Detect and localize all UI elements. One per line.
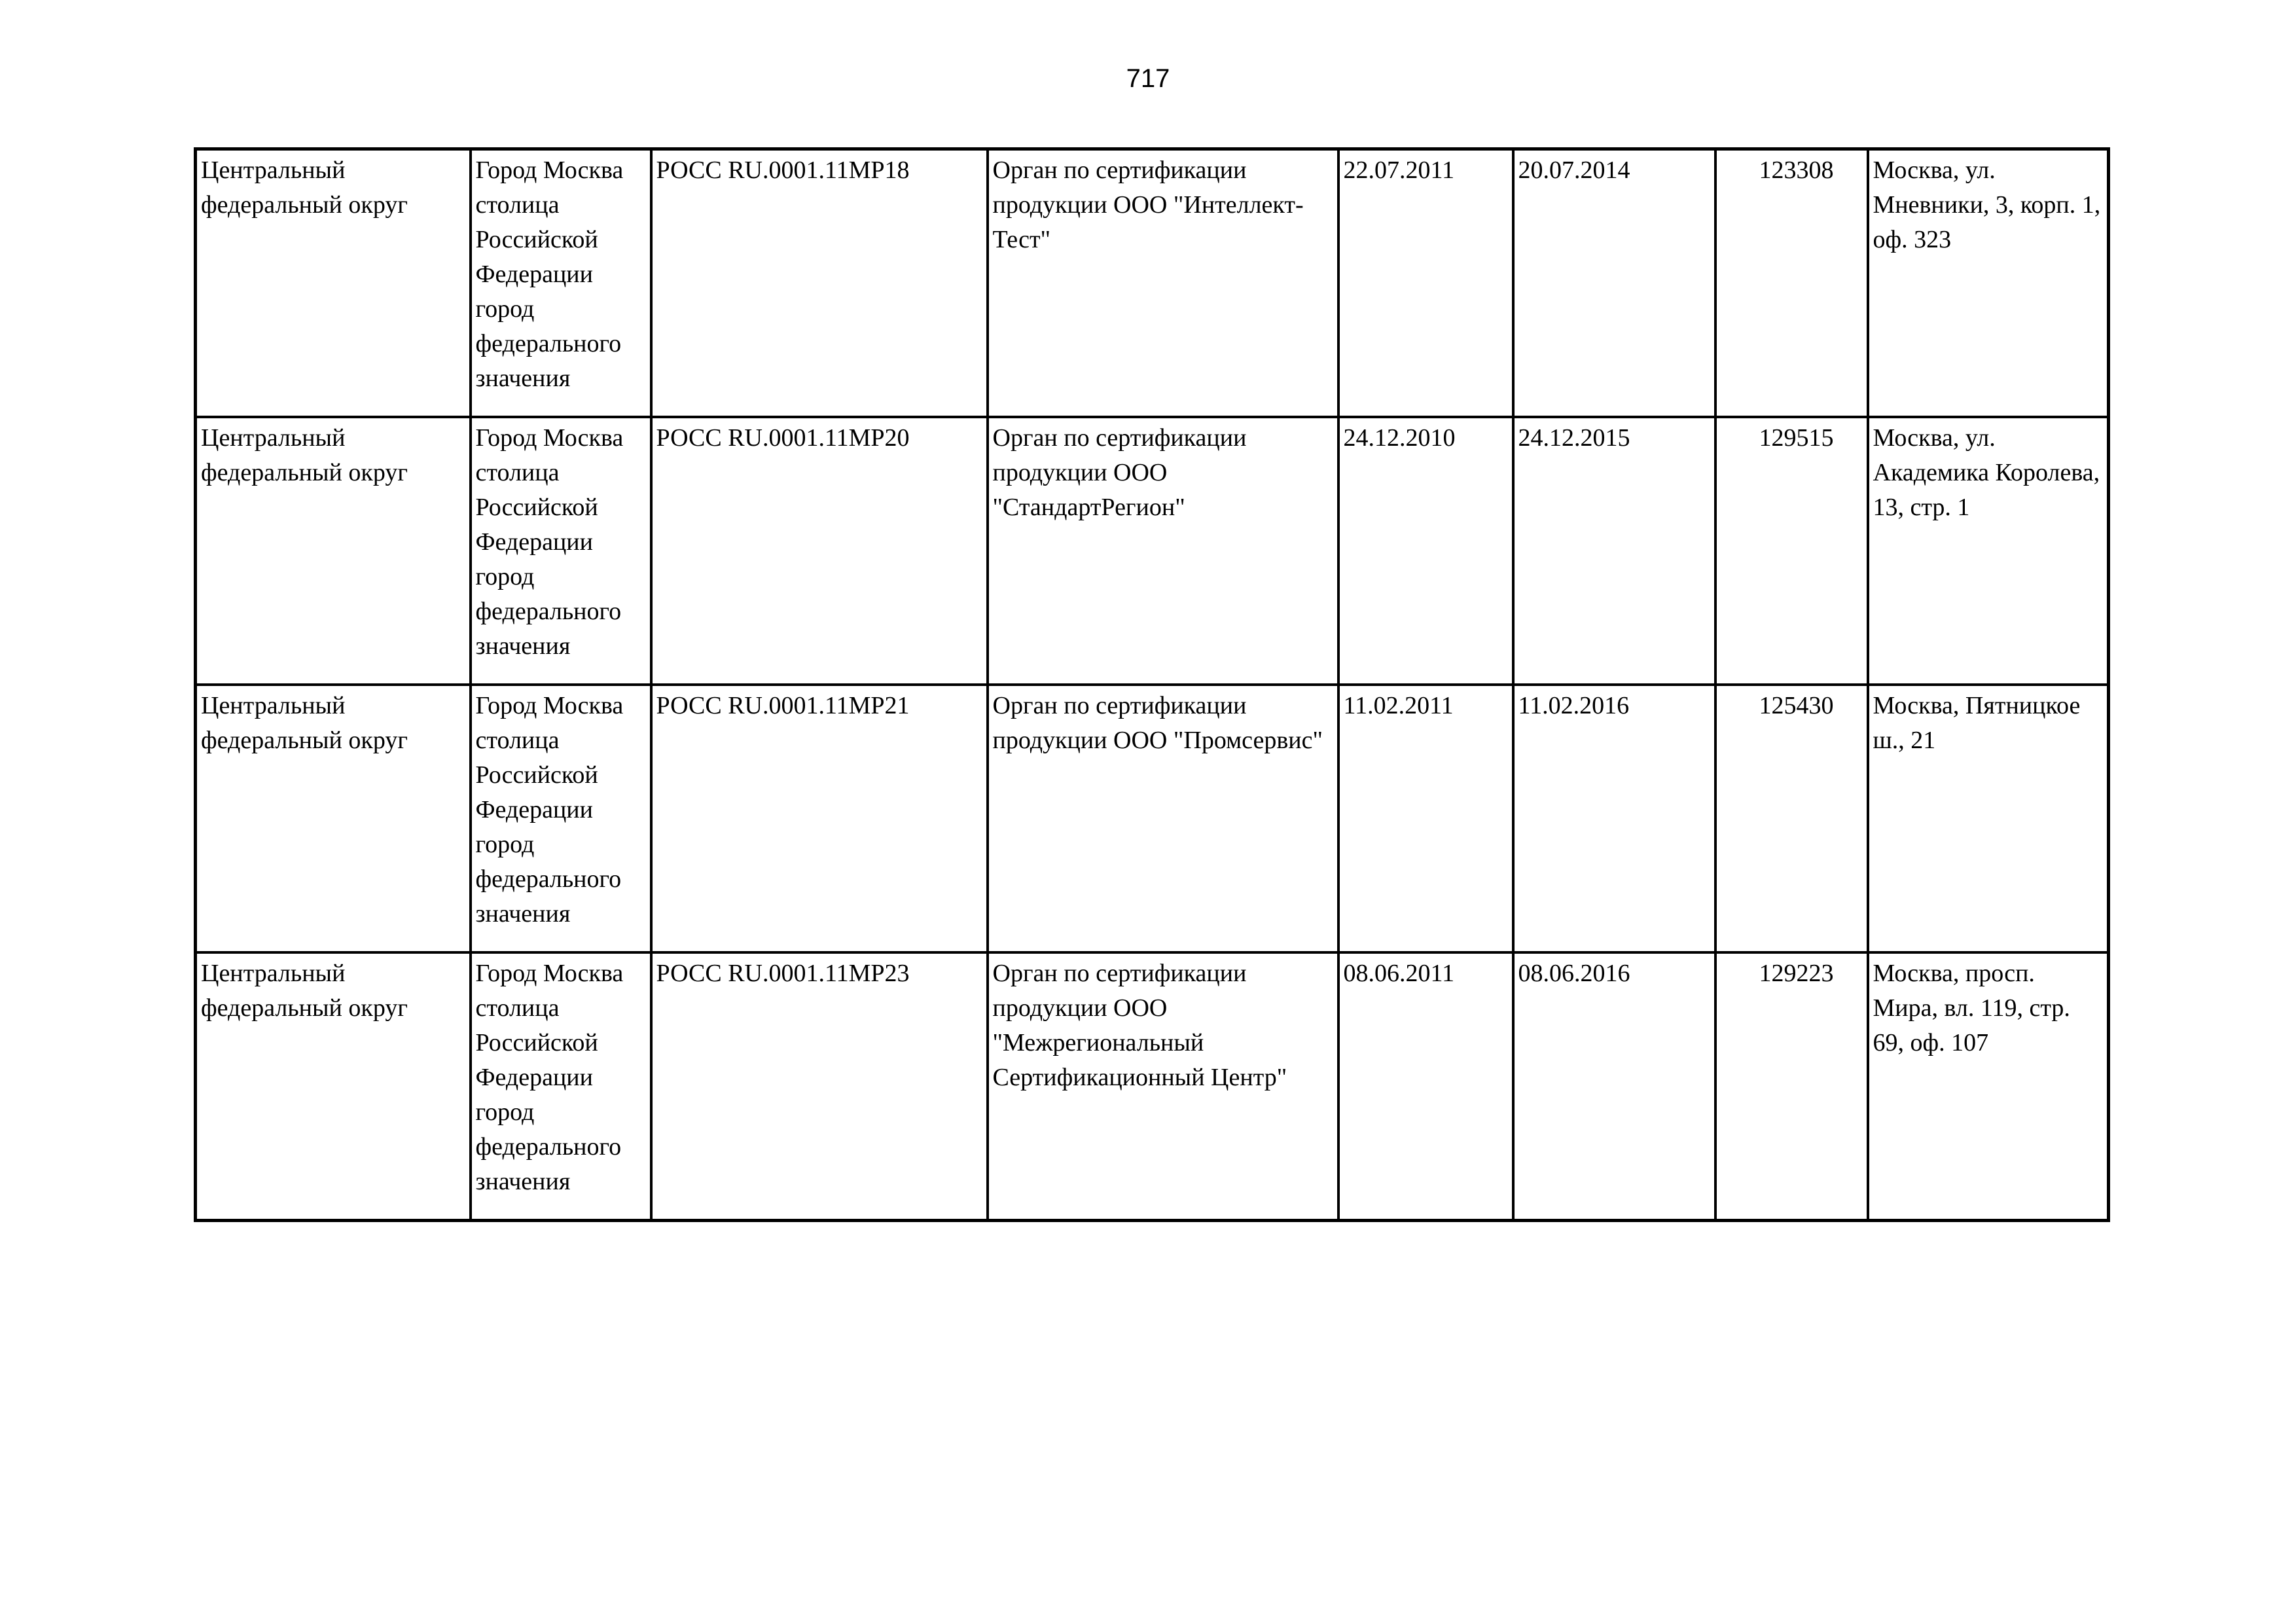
table-row (196, 952, 2109, 1221)
district-text: Центральный федеральный округ (201, 960, 408, 1022)
address-text: Москва, ул. Академика Королева, 13, стр. 1 (1873, 424, 2100, 521)
postal-code-cell (1715, 149, 1868, 418)
address-text: Москва, Пятницкое ш., 21 (1873, 692, 2081, 754)
date-to-cell (1513, 685, 1715, 952)
reg-number-text: РОСС RU.0001.11МР23 (656, 960, 910, 987)
organization-cell (988, 685, 1338, 952)
reg-number-cell (651, 149, 988, 418)
page-number: 717 (1126, 64, 1170, 93)
region-text: Город Москва столица Российской Федерации город федерального значения (475, 156, 624, 392)
region-text: Город Москва столица Российской Федерации город федерального значения (475, 692, 624, 928)
date-to-text: 08.06.2016 (1518, 960, 1630, 987)
postal-code-text: 129223 (1759, 960, 1834, 987)
date-from-text: 11.02.2011 (1343, 692, 1454, 719)
date-from-text: 22.07.2011 (1343, 156, 1455, 184)
address-cell (1868, 417, 2109, 685)
region-cell (471, 417, 651, 685)
district-text: Центральный федеральный округ (201, 156, 408, 219)
date-to-text: 24.12.2015 (1518, 424, 1630, 452)
address-cell (1868, 149, 2109, 418)
certification-registry-table (194, 147, 2110, 1222)
district-text: Центральный федеральный округ (201, 424, 408, 486)
postal-code-text: 123308 (1759, 156, 1834, 184)
address-text: Москва, ул. Мневники, 3, корп. 1, оф. 323 (1873, 156, 2101, 253)
region-cell (471, 685, 651, 952)
date-from-cell (1338, 417, 1513, 685)
district-cell (196, 952, 471, 1221)
district-cell (196, 417, 471, 685)
date-from-text: 24.12.2010 (1343, 424, 1456, 452)
organization-text: Орган по сертификации продукции ООО "Промсервис" (992, 692, 1323, 754)
postal-code-cell (1715, 685, 1868, 952)
date-to-cell (1513, 952, 1715, 1221)
postal-code-cell (1715, 952, 1868, 1221)
date-to-text: 20.07.2014 (1518, 156, 1630, 184)
date-from-cell (1338, 952, 1513, 1221)
address-cell (1868, 952, 2109, 1221)
organization-cell (988, 417, 1338, 685)
region-cell (471, 952, 651, 1221)
postal-code-text: 125430 (1759, 692, 1834, 719)
region-cell (471, 149, 651, 418)
district-text: Центральный федеральный округ (201, 692, 408, 754)
region-text: Город Москва столица Российской Федерации город федерального значения (475, 960, 624, 1195)
reg-number-text: РОСС RU.0001.11МР20 (656, 424, 910, 452)
district-cell (196, 685, 471, 952)
date-from-text: 08.06.2011 (1343, 960, 1455, 987)
date-from-cell (1338, 149, 1513, 418)
reg-number-text: РОСС RU.0001.11МР18 (656, 156, 910, 184)
date-from-cell (1338, 685, 1513, 952)
reg-number-cell (651, 952, 988, 1221)
date-to-text: 11.02.2016 (1518, 692, 1630, 719)
organization-cell (988, 952, 1338, 1221)
district-cell (196, 149, 471, 418)
organization-text: Орган по сертификации продукции ООО "Межрегиональный Сертификационный Центр" (992, 960, 1287, 1091)
organization-text: Орган по сертификации продукции ООО "Интеллект-Тест" (992, 156, 1304, 253)
postal-code-cell (1715, 417, 1868, 685)
date-to-cell (1513, 149, 1715, 418)
table-row (196, 685, 2109, 952)
reg-number-text: РОСС RU.0001.11МР21 (656, 692, 910, 719)
date-to-cell (1513, 417, 1715, 685)
address-cell (1868, 685, 2109, 952)
organization-text: Орган по сертификации продукции ООО "СтандартРегион" (992, 424, 1247, 521)
reg-number-cell (651, 417, 988, 685)
reg-number-cell (651, 685, 988, 952)
table-row (196, 149, 2109, 418)
organization-cell (988, 149, 1338, 418)
postal-code-text: 129515 (1759, 424, 1834, 452)
region-text: Город Москва столица Российской Федерации город федерального значения (475, 424, 624, 660)
table-row (196, 417, 2109, 685)
address-text: Москва, просп. Мира, вл. 119, стр. 69, оф. 107 (1873, 960, 2070, 1056)
